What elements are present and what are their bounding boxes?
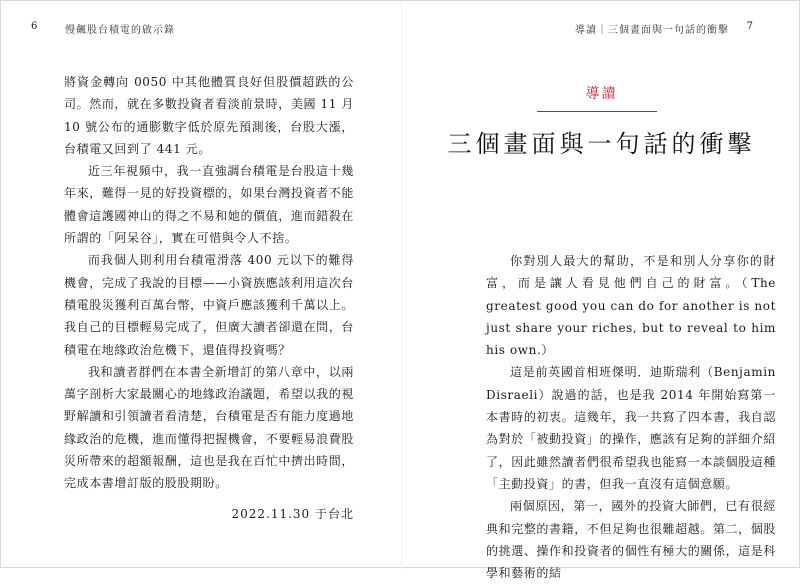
left-page bbox=[1, 1, 401, 569]
chapter-title: 三個畫面與一句話的衝擊 bbox=[447, 130, 756, 158]
section-divider bbox=[537, 111, 657, 112]
running-head: 導讀｜三個畫面與一句話的衝擊 bbox=[575, 25, 729, 36]
paragraph: 兩個原因，第一，國外的投資大師們，已有很經典和完整的書籍，不但足夠也很難超越。第二，個股的挑選、操作和投資者的個性有極大的關係，這是科學和藝術的結 bbox=[486, 499, 776, 581]
paragraph: 而我個人則利用台積電滑落 400 元以下的難得機會，完成了我說的目標——小資族應該利用這次台積電股災獲利百萬台幣，中資戶應該獲利千萬以上。我自己的目標輕易完成了，但廣大讀者卻還在問，台積電在地緣政治危機下，還值得投資嗎？ bbox=[64, 253, 354, 357]
paragraph: 我和讀者群們在本書全新增訂的第八章中，以兩萬字剖析大家最關心的地緣政治議題，希望以我的視野解讀和引領讀者看清楚，台積電是否有能力度過地緣政治的危機，進而懂得把握機會，不要輕易浪費股災所帶來的超額報酬，這也是我在百忙中擠出時間，完成本書增訂版的股股期盼。 bbox=[64, 364, 354, 491]
paragraph: 將資金轉向 0050 中其他體質良好但股價超跌的公司。然而，就在多數投資者看淡前景時，美國 11 月 10 號公布的通膨數字低於原先預測後，台股大漲，台積電又回到了 441 元。 bbox=[64, 75, 354, 156]
paragraph: 你對別人最大的幫助，不是和別人分享你的財富，而是讓人看見他們自己的財富。（The greatest good you can do for another is not just share your riches, but to reveal to him his own.） bbox=[486, 254, 776, 358]
section-label: 導讀 bbox=[585, 86, 618, 102]
page-number: 6 bbox=[31, 21, 38, 32]
paragraph: 近三年視頻中，我一直強調台積電是台股這十幾年來，難得一見的好投資標的，如果台灣投資者不能體會這護國神山的得之不易和她的價值，進而錯殺在所謂的「阿呆谷」，實在可惜與令人不捨。 bbox=[64, 164, 354, 246]
body-text bbox=[64, 71, 354, 525]
paragraph: 這是前英國首相班傑明．迪斯瑞利（Benjamin Disraeli）說過的話，也是我 2014 年開始寫第一本書時的初衷。這幾年，我一共寫了四本書，我自認為對於「被動投資」的操作，應該有足夠的詳細介紹了，因此雖然讀者們很希望我也能寫一本談個股這種「主動投資」的書，但我一直沒有這個意願。 bbox=[486, 365, 776, 491]
signature-date: 2022.11.30 于台北 bbox=[231, 506, 354, 521]
right-page bbox=[402, 1, 800, 581]
body-text bbox=[486, 250, 776, 584]
running-head: 慢飆股台積電的啟示錄 bbox=[65, 25, 175, 36]
page-number: 7 bbox=[746, 21, 753, 32]
